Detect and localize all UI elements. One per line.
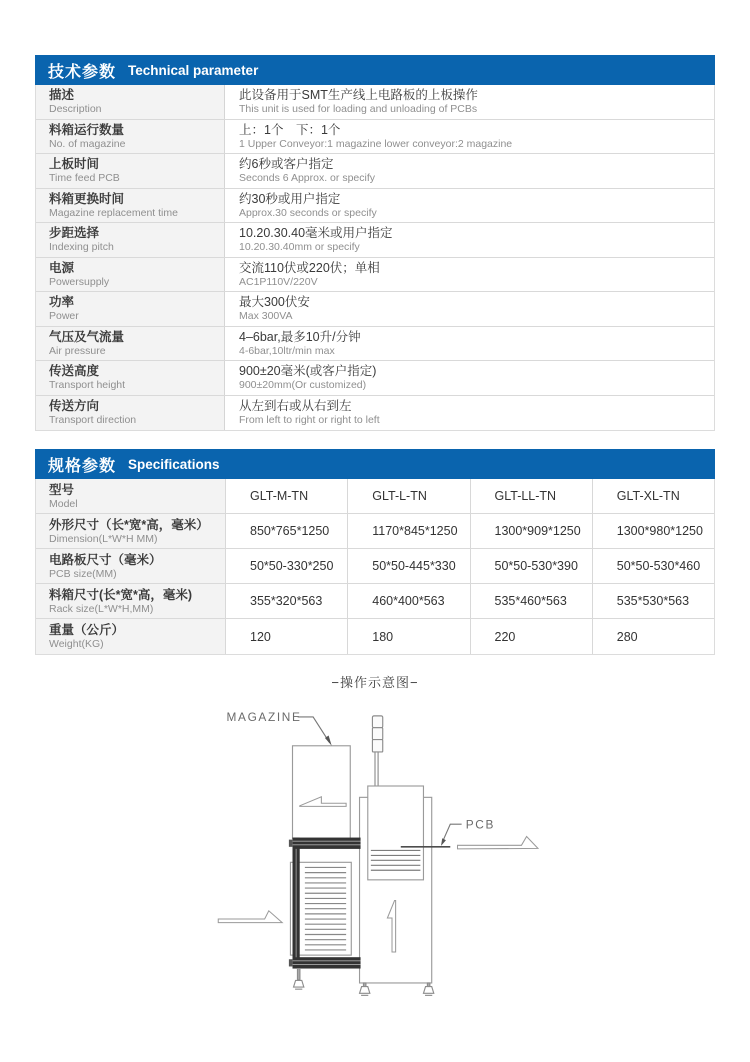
row-label-en: No. of magazine [49, 137, 126, 150]
operation-diagram-section [35, 672, 715, 1007]
table-row [36, 327, 714, 362]
row-value-zh: 最大300伏安 [239, 295, 310, 310]
row-label-zh: 传送高度 [49, 364, 100, 379]
output-arrow [458, 837, 538, 849]
datasheet-page [35, 55, 715, 1007]
operation-schematic [210, 697, 540, 1007]
pcb-label: PCB [465, 817, 496, 832]
pcb-arrowhead [441, 838, 446, 846]
row-label-en: Transport height [49, 379, 126, 392]
row-label-cell [36, 292, 225, 326]
row-value-zh: 此设备用于SMT生产线上电路板的上板操作 [239, 88, 478, 103]
row-label-zh: 外形尺寸（长*宽*高，毫米） [49, 517, 209, 532]
section-title-en: Specifications [128, 456, 220, 472]
value-cell: 1170*845*1250 [347, 514, 469, 548]
section-title-zh: 规格参数 [48, 457, 117, 475]
table-row [36, 154, 714, 189]
table-row-dimension [36, 514, 714, 549]
row-value-en: Max 300VA [239, 310, 293, 323]
section-title-zh: 技术参数 [48, 63, 117, 81]
row-value-cell [225, 154, 714, 188]
technical-parameter-section [35, 55, 715, 431]
row-value-cell [225, 292, 714, 326]
magazine-callout [298, 717, 332, 746]
value-cell: 180 [347, 619, 469, 654]
value-cell: 1300*909*1250 [470, 514, 592, 548]
row-label-cell [36, 619, 225, 654]
value-cell: 50*50-530*460 [592, 549, 714, 583]
row-value-zh: 上：1个 下：1个 [239, 122, 341, 137]
row-value-zh: 约30秒或用户指定 [239, 191, 341, 206]
row-value-zh: 约6秒或客户指定 [239, 157, 334, 172]
row-value-cell [225, 396, 714, 431]
row-value-cell [225, 85, 714, 119]
row-label-zh: 料箱运行数量 [49, 122, 125, 137]
technical-parameter-header [35, 55, 715, 85]
row-label-en: Rack size(L*W*H,MM) [49, 602, 154, 615]
row-label-cell [36, 258, 225, 292]
specifications-table [35, 479, 715, 655]
row-label-zh: 传送方向 [49, 399, 100, 414]
row-label-zh: 电路板尺寸（毫米） [49, 552, 162, 567]
row-label-en: Weight(KG) [49, 638, 104, 650]
value-cell: 280 [592, 619, 714, 654]
table-row [36, 292, 714, 327]
row-value-zh: 900±20毫米(或客户指定) [239, 364, 377, 379]
row-value-cell [225, 361, 714, 395]
table-row [36, 223, 714, 258]
row-value-zh: 交流110伏或220伏；单相 [239, 260, 380, 275]
value-cell: 50*50-445*330 [347, 549, 469, 583]
row-value-en: 4-6bar,10ltr/min max [239, 344, 335, 357]
row-value-zh: 4–6bar,最多10升/分钟 [239, 329, 361, 344]
row-label-en: Dimension(L*W*H MM) [49, 532, 158, 545]
row-value-en: 1 Upper Conveyor:1 magazine lower conveyor:2 magazine [239, 137, 513, 150]
row-value-en: 900±20mm(Or customized) [239, 379, 367, 392]
row-label-en: Transport direction [49, 414, 137, 427]
value-cell: 50*50-530*390 [470, 549, 592, 583]
table-row [36, 361, 714, 396]
row-label-en: Powersupply [49, 275, 110, 288]
value-cell: 220 [470, 619, 592, 654]
row-label-en: Magazine replacement time [49, 206, 178, 219]
value-cell: 1300*980*1250 [592, 514, 714, 548]
row-label-cell [36, 189, 225, 223]
row-label-zh: 电源 [49, 260, 75, 275]
row-value-en: Approx.30 seconds or specify [239, 206, 377, 219]
row-label-zh: 料箱尺寸(长*宽*高，毫米) [49, 587, 193, 602]
row-value-en: AC1P110V/220V [239, 275, 318, 288]
row-label-cell [36, 361, 225, 395]
section-title-en: Technical parameter [128, 62, 259, 78]
row-label-cell [36, 396, 225, 431]
row-label-zh: 重量（公斤） [49, 623, 125, 637]
model-cell: GLT-XL-TN [592, 479, 714, 513]
row-label-cell [36, 120, 225, 154]
value-cell: 535*460*563 [470, 584, 592, 618]
table-row [36, 120, 714, 155]
magazine-box [293, 746, 351, 839]
table-row [36, 85, 714, 120]
table-row [36, 258, 714, 293]
row-value-cell [225, 327, 714, 361]
specifications-section [35, 449, 715, 655]
table-row-rack-size [36, 584, 714, 619]
row-value-zh: 10.20.30.40毫米或用户指定 [239, 226, 393, 241]
row-label-cell [36, 514, 225, 548]
table-row-model [36, 479, 714, 514]
value-cell: 535*530*563 [592, 584, 714, 618]
row-label-cell [36, 223, 225, 257]
row-label-zh: 上板时间 [49, 157, 100, 172]
table-row [36, 396, 714, 431]
row-label-zh: 型号 [49, 482, 75, 497]
row-label-en: Description [49, 103, 102, 116]
model-cell: GLT-LL-TN [470, 479, 592, 513]
row-value-en: This unit is used for loading and unloading of PCBs [239, 103, 478, 116]
value-cell: 850*765*1250 [225, 514, 347, 548]
row-label-cell [36, 154, 225, 188]
row-value-cell [225, 258, 714, 292]
value-cell: 355*320*563 [225, 584, 347, 618]
row-label-cell [36, 584, 225, 618]
row-label-zh: 料箱更换时间 [49, 191, 125, 206]
signal-tower-icon [372, 716, 382, 786]
row-value-cell [225, 189, 714, 223]
table-row-pcb-size [36, 549, 714, 584]
technical-parameter-table [35, 85, 715, 431]
row-label-zh: 气压及气流量 [49, 329, 125, 344]
row-label-zh: 功率 [49, 295, 75, 310]
row-label-en: Power [49, 310, 79, 323]
model-cell: GLT-L-TN [347, 479, 469, 513]
specifications-header [35, 449, 715, 479]
input-arrow [218, 911, 282, 923]
row-label-en: Air pressure [49, 344, 106, 357]
magazine-label: MAGAZINE [226, 710, 302, 725]
row-label-zh: 步距选择 [49, 226, 100, 241]
row-value-en: From left to right or right to left [239, 414, 380, 427]
row-label-cell [36, 327, 225, 361]
row-value-en: Seconds 6 Approx. or specify [239, 172, 375, 185]
row-value-cell [225, 223, 714, 257]
diagram-title: −操作示意图− [331, 675, 419, 690]
row-label-en: Time feed PCB [49, 172, 120, 185]
table-row [36, 189, 714, 224]
row-label-zh: 描述 [49, 88, 75, 103]
value-cell: 120 [225, 619, 347, 654]
model-cell: GLT-M-TN [225, 479, 347, 513]
row-value-en: 10.20.30.40mm or specify [239, 241, 360, 254]
row-label-en: Model [49, 497, 78, 510]
table-row-weight [36, 619, 714, 654]
row-label-cell [36, 549, 225, 583]
value-cell: 50*50-330*250 [225, 549, 347, 583]
row-label-en: PCB size(MM) [49, 567, 117, 580]
row-label-en: Indexing pitch [49, 241, 114, 254]
value-cell: 460*400*563 [347, 584, 469, 618]
pcb-callout [441, 824, 462, 846]
row-value-cell [225, 120, 714, 154]
row-label-cell [36, 479, 225, 513]
row-value-zh: 从左到右或从右到左 [239, 399, 352, 414]
row-label-cell [36, 85, 225, 119]
